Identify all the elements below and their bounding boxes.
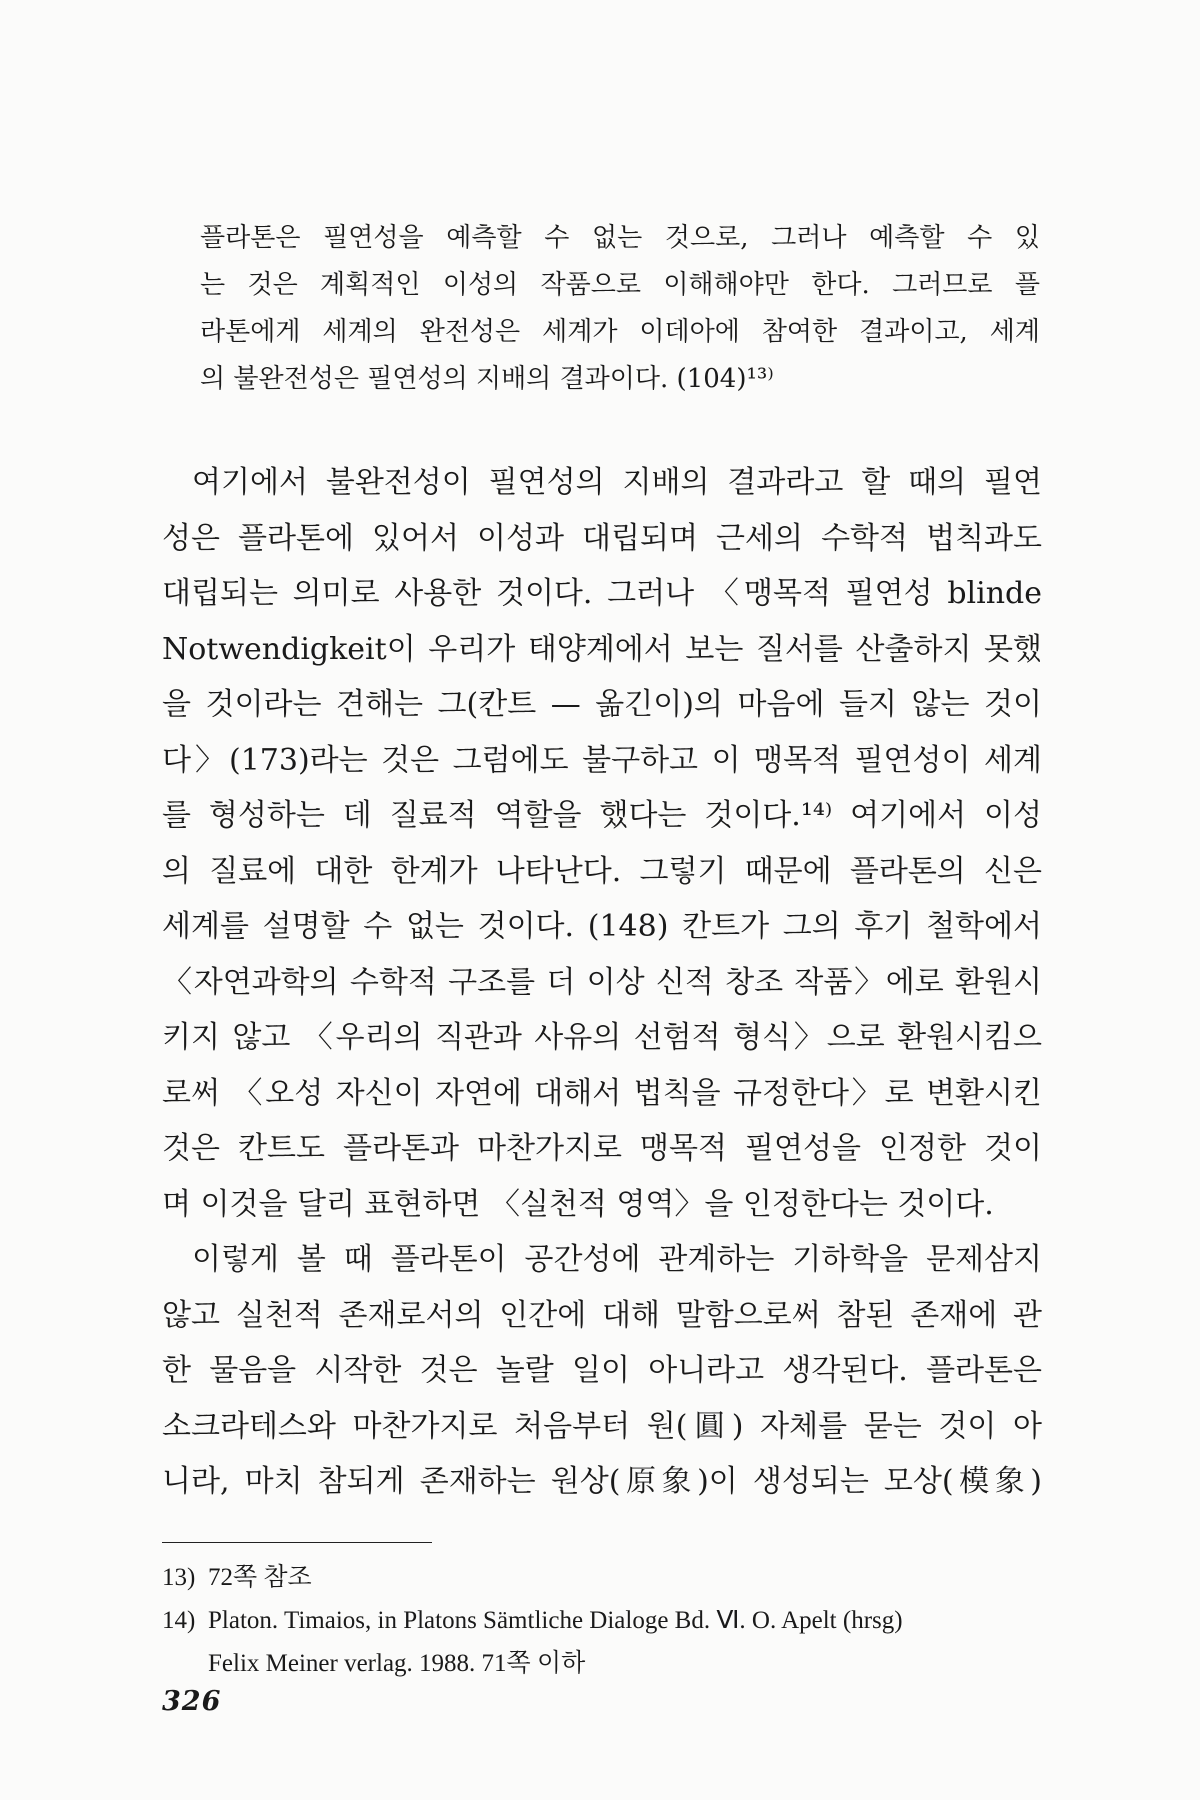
footnote-number: 13) xyxy=(162,1564,196,1591)
quote-line: 는 것은 계획적인 이성의 작품으로 이해해야만 한다. 그러므로 플 xyxy=(200,270,1040,300)
footnote-14 xyxy=(162,1599,1042,1642)
paragraph-line: 대립되는 의미로 사용한 것이다. 그러나 〈맹목적 필연성 blinde xyxy=(162,576,1042,611)
paragraph-line: 소크라테스와 마찬가지로 처음부터 원(圓) 자체를 묻는 것이 아 xyxy=(162,1408,1042,1444)
footnote-number: 14) xyxy=(162,1607,196,1634)
footnote-text: 72쪽 참조 xyxy=(208,1564,312,1591)
paragraph-line: 다〉(173)라는 것은 그럼에도 불구하고 이 맹목적 필연성이 세계 xyxy=(162,742,1042,778)
quote-line: 라톤에게 세계의 완전성은 세계가 이데아에 참여한 결과이고, 세계 xyxy=(200,317,1040,347)
footnote-divider xyxy=(162,1542,432,1543)
paragraph-line: 를 형성하는 데 질료적 역할을 했다는 것이다.¹⁴⁾ 여기에서 이성 xyxy=(162,798,1042,833)
paragraph-line: 것은 칸트도 플라톤과 마찬가지로 맹목적 필연성을 인정한 것이 xyxy=(162,1131,1042,1166)
paragraph-line: 을 것이라는 견해는 그(칸트 — 옮긴이)의 마음에 들지 않는 것이 xyxy=(162,687,1042,722)
paragraph-line: 이렇게 볼 때 플라톤이 공간성에 관계하는 기하학을 문제삼지 xyxy=(192,1242,1042,1277)
quote-line: 플라톤은 필연성을 예측할 수 없는 것으로, 그러나 예측할 수 있 xyxy=(200,223,1040,253)
paragraph-line: 니라, 마치 참되게 존재하는 원상(原象)이 생성되는 모상(模象) xyxy=(162,1464,1042,1499)
paragraph-line: 〈자연과학의 수학적 구조를 더 이상 신적 창조 작품〉에로 환원시 xyxy=(162,964,1042,1000)
footnotes xyxy=(162,1556,1042,1685)
footnote-text: Platon. Timaios, in Platons Sämtliche Dialoge Bd. Ⅵ. O. Apelt (hrsg) xyxy=(208,1607,903,1634)
page-number: 326 xyxy=(162,1686,222,1717)
body-text xyxy=(162,455,1042,1510)
block-quote xyxy=(200,215,1040,403)
quote-line: 의 불완전성은 필연성의 지배의 결과이다. (104)¹³⁾ xyxy=(200,364,774,394)
paragraph-line: 며 이것을 달리 표현하면 〈실천적 영역〉을 인정한다는 것이다. xyxy=(162,1186,994,1222)
paragraph-line: 세계를 설명할 수 없는 것이다. (148) 칸트가 그의 후기 철학에서 xyxy=(162,909,1042,944)
paragraph-line: 한 물음을 시작한 것은 놀랄 일이 아니라고 생각된다. 플라톤은 xyxy=(162,1353,1042,1388)
paragraph-line: 성은 플라톤에 있어서 이성과 대립되며 근세의 수학적 법칙과도 xyxy=(162,520,1042,556)
paragraph-line: 의 질료에 대한 한계가 나타난다. 그렇기 때문에 플라톤의 신은 xyxy=(162,853,1042,889)
paragraph-line: 키지 않고 〈우리의 직관과 사유의 선험적 형식〉으로 환원시킴으 xyxy=(162,1020,1042,1055)
paragraph-line: 않고 실천적 존재로서의 인간에 대해 말함으로써 참된 존재에 관 xyxy=(162,1297,1042,1333)
footnote-continuation: Felix Meiner verlag. 1988. 71쪽 이하 xyxy=(208,1650,586,1677)
paragraph-line: Notwendigkeit이 우리가 태양계에서 보는 질서를 산출하지 못했 xyxy=(162,631,1042,667)
footnote-13 xyxy=(162,1556,1042,1599)
paragraph-line: 로써 〈오성 자신이 자연에 대해서 법칙을 규정한다〉로 변환시킨 xyxy=(162,1075,1042,1111)
paragraph-line: 여기에서 불완전성이 필연성의 지배의 결과라고 할 때의 필연 xyxy=(192,465,1042,500)
